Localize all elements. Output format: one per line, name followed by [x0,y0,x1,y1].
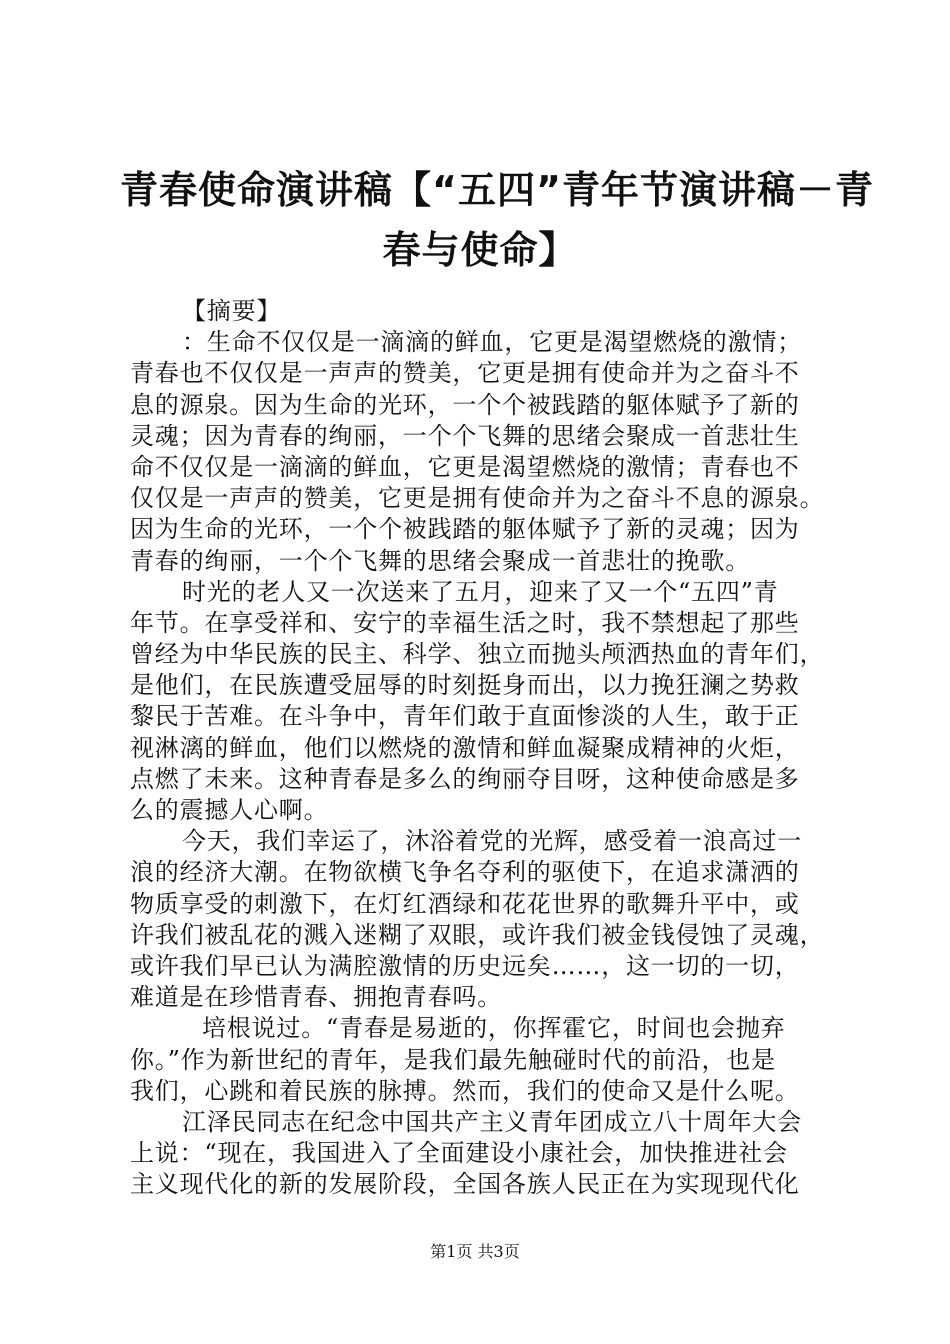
text-line: 你。”作为新世纪的青年，是我们最先触碰时代的前沿，也是 [130,1045,776,1074]
text-line: 息的源泉。因为生命的光环，一个个被践踏的躯体赋予了新的 [130,390,800,419]
text-line: 主义现代化的新的发展阶段，全国各族人民正在为实现现代化 [130,1170,800,1199]
text-line: 仅仅是一声声的赞美，它更是拥有使命并为之奋斗不息的源泉。 [130,484,825,513]
text-line: 浪的经济大潮。在物欲横飞争名夺利的驱使下，在追求潇洒的 [130,858,800,887]
text-line: 么的震撼人心啊。 [130,796,329,824]
text-line: 物质享受的刺激下，在灯红酒绿和花花世界的歌舞升平中，或 [130,889,800,918]
text-line: 青春的绚丽，一个个飞舞的思绪会聚成一首悲壮的挽歌。 [130,546,750,575]
abstract-label: 【摘要】 [182,297,282,325]
text-line: 年节。在享受祥和、安宁的幸福生活之时，我不禁想起了那些 [130,608,800,637]
title-line: 青春使命演讲稿【“五四”青年节演讲稿－青 [120,168,874,212]
page-footer [0,1240,950,1264]
text-line: 江泽民同志在纪念中国共产主义青年团成立八十周年大会 [182,1107,802,1136]
text-line: 是他们，在民族遭受屈辱的时刻挺身而出，以力挽狂澜之势救 [130,671,800,700]
page-indicator: 第1页 共3页 [430,1242,520,1261]
text-line: 时光的老人又一次送来了五月，迎来了又一个“五四”青 [182,577,779,606]
text-line: 上说：“现在，我国进入了全面建设小康社会，加快推进社会 [130,1139,788,1168]
text-line: 视淋漓的鲜血，他们以燃烧的激情和鲜血凝聚成精神的火炬， [130,733,800,762]
text-line: 我们，心跳和着民族的脉搏。然而，我们的使命又是什么呢。 [130,1076,800,1105]
text-line: 灵魂；因为青春的绚丽，一个个飞舞的思绪会聚成一首悲壮生 [130,421,800,450]
document-title [120,160,874,280]
text-line: ：生命不仅仅是一滴滴的鲜血，它更是渴望燃烧的激情； [182,328,802,357]
text-line: 黎民于苦难。在斗争中，青年们敢于直面惨淡的人生，敢于正 [130,702,800,731]
document-body [130,296,830,1200]
text-line: 培根说过。“青春是易逝的，你挥霍它，时间也会抛弃 [202,1014,786,1043]
text-line: 难道是在珍惜青春、拥抱青春吗。 [130,983,502,1012]
text-line: 曾经为中华民族的民主、科学、独立而抛头颅洒热血的青年们， [130,640,825,669]
text-line: 或许我们早已认为满腔激情的历史远矣……，这一切的一切， [130,951,800,980]
text-line: 今天，我们幸运了，沐浴着党的光辉，感受着一浪高过一 [182,827,802,856]
title-line: 春与使命】 [382,228,578,272]
text-line: 命不仅仅是一滴滴的鲜血，它更是渴望燃烧的激情；青春也不 [130,452,800,481]
text-line: 青春也不仅仅是一声声的赞美，它更是拥有使命并为之奋斗不 [130,359,800,388]
text-line: 点燃了未来。这种青春是多么的绚丽夺目呀，这种使命感是多 [130,764,800,793]
text-line: 因为生命的光环，一个个被践踏的躯体赋予了新的灵魂；因为 [130,515,800,544]
text-line: 许我们被乱花的溅入迷糊了双眼，或许我们被金钱侵蚀了灵魂， [130,920,825,949]
